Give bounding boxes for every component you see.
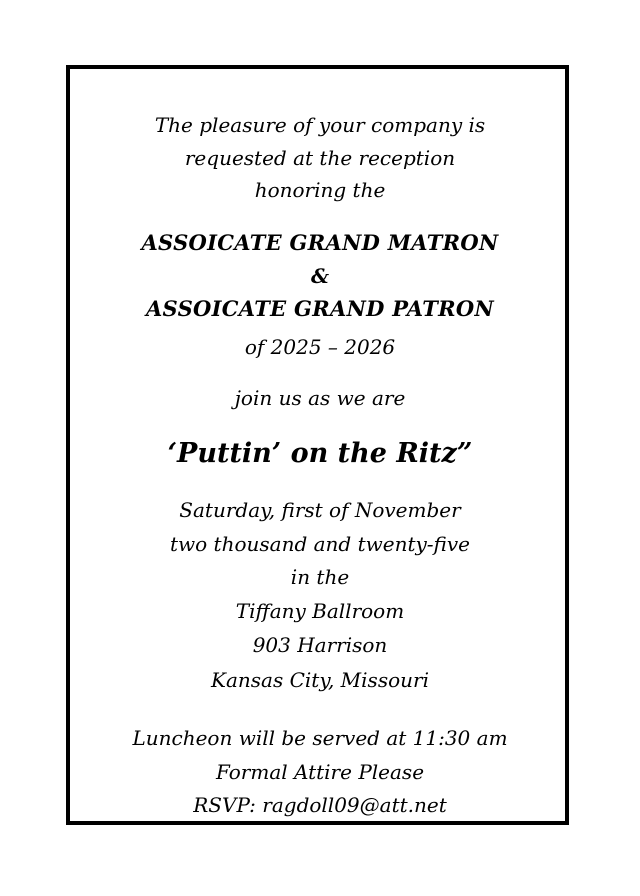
date-line-1: Saturday, first of November <box>179 498 461 522</box>
date-line-2: two thousand and twenty-five <box>169 532 471 556</box>
honoree-term: of 2025 – 2026 <box>244 335 396 359</box>
rsvp-line: RSVP: ragdoll09@att.net <box>193 793 447 817</box>
luncheon-line: Luncheon will be served at 11:30 am <box>132 726 508 750</box>
event-theme: ‘Puttin’ on the Ritz” <box>167 438 473 469</box>
venue-preposition: in the <box>290 565 350 589</box>
honoree-ampersand: & <box>310 264 330 288</box>
join-line: join us as we are <box>234 386 406 410</box>
intro-line-2: requested at the reception <box>184 146 456 170</box>
intro-line-1: The pleasure of your company is <box>154 113 486 137</box>
attire-line: Formal Attire Please <box>215 760 425 784</box>
honoree-title-patron: ASSOICATE GRAND PATRON <box>145 296 495 321</box>
venue-name: Tiffany Ballroom <box>235 599 405 623</box>
venue-city: Kansas City, Missouri <box>211 668 429 692</box>
venue-street: 903 Harrison <box>252 633 388 657</box>
honoree-title-matron: ASSOICATE GRAND MATRON <box>141 230 499 255</box>
intro-line-3: honoring the <box>254 178 386 202</box>
